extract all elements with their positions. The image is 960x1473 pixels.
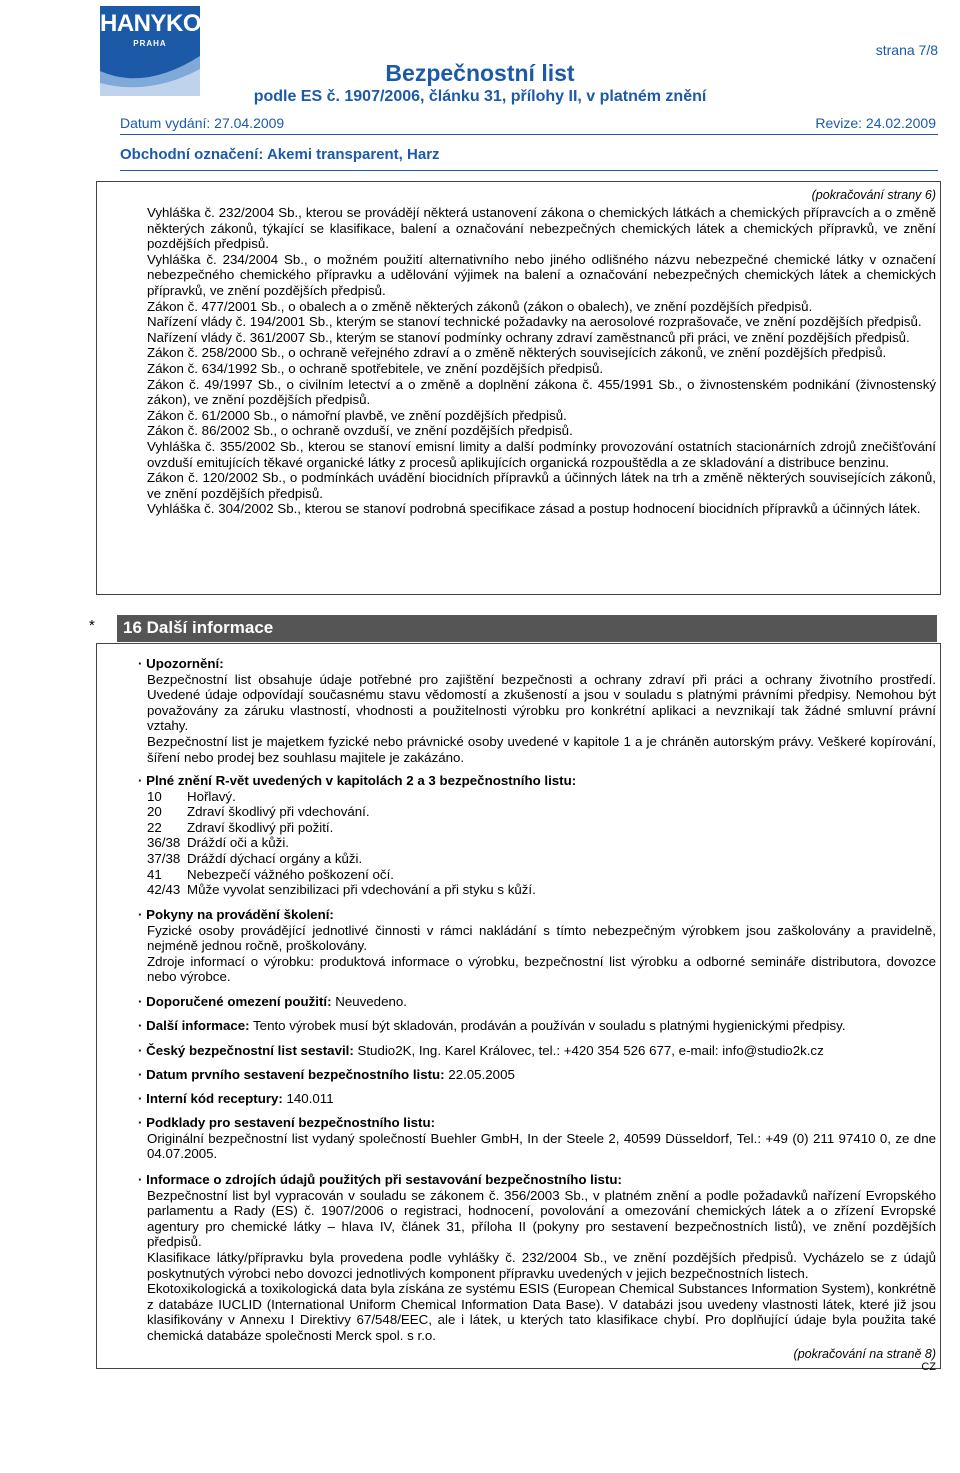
revision-date: Revize: 24.02.2009 <box>815 115 936 131</box>
law-item: Zákon č. 634/1992 Sb., o ochraně spotřebitele, ve znění pozdějších předpisů. <box>147 360 604 376</box>
training-text: Fyzické osoby provádějící jednotlivé činnosti v rámci nakládání s tímto nebezpečným výrobkem jsou zaškolovány a pravidelně, nejméně jednou ročně, proškolovány. <box>147 922 936 954</box>
sources-text: Originální bezpečnostní list vydaný společností Buehler GmbH, In der Steele 2, 40599 Düsseldorf, Tel.: +49 (0) 211 97410 0, ze dne 04.07.2005. <box>147 1130 936 1162</box>
trade-value: Akemi transparent, Harz <box>266 146 440 163</box>
recipe-code-line: · Interní kód receptury: 140.011 <box>138 1091 334 1106</box>
first-date-line: · Datum prvního sestavení bezpečnostního listu: 22.05.2005 <box>138 1067 515 1082</box>
trade-divider <box>120 170 938 171</box>
law-item: Nařízení vlády č. 361/2007 Sb., kterým se stanoví podmínky ochrany zdraví zaměstnanců při práci, ve znění pozdějších předpisů. <box>147 329 910 345</box>
law-item: Nařízení vlády č. 194/2001 Sb., kterým se stanoví technické požadavky na aerosolové rozprašovače, ve znění pozdějších předpisů. <box>147 314 922 330</box>
law-item: Vyhláška č. 234/2004 Sb., o možném použití alternativního nebo jiného odlišného názvu nebezpečné chemické látky v označení nebezpečného chemického přípravku a udělování výjimek na balení a označování nebezpečných chemických látek a chemických přípravků, ve znění pozdějších předpisů. <box>147 251 936 298</box>
info-sources-text: Bezpečnostní list byl vypracován v souladu se zákonem č. 356/2003 Sb., v platném znění a podle požadavků nařízení Evropského parlamentu a Rady (ES) č. 1907/2006 o registraci, hodnocení, povolování a omezování chemických látek a o zřízení Evropské agentury pro chemické látky – hlava IV, článek 31, příloha II (pokyny pro sestavení bezpečnostních listů), ve znění pozdějších předpisů. <box>147 1187 936 1250</box>
law-item: Vyhláška č. 304/2002 Sb., kterou se stanoví podrobná specifikace zásad a postup hodnocení biocidních přípravků a účinných látek. <box>147 501 921 517</box>
info-sources-text: Klasifikace látky/přípravku byla provedena podle vyhlášky č. 232/2004 Sb., ve znění pozdějších předpisů. Vycházelo se z údajů poskytnutých výrobci nebo dovozci jednotlivých komponent přípravku uvedených v jejich bezpečnostních listech. <box>147 1249 936 1281</box>
section-title: 16 Další informace <box>123 618 274 637</box>
r-phrase: 20 Zdraví škodlivý při vdechování. <box>147 804 370 820</box>
further-info-line: · Další informace: Tento výrobek musí být skladován, prodáván a používán v souladu s platnými hygienickými předpisy. <box>138 1018 846 1033</box>
trade-name <box>120 146 440 163</box>
trade-label: Obchodní označení: <box>120 146 264 163</box>
law-item: Zákon č. 86/2002 Sb., o ochraně ovzduší, ve znění pozdějších předpisů. <box>147 423 573 439</box>
r-phrase: 41 Nebezpečí vážného poškození očí. <box>147 866 394 882</box>
r-phrase: 36/38 Dráždí oči a kůži. <box>147 835 289 851</box>
law-item: Zákon č. 120/2002 Sb., o podmínkách uvádění biocidních přípravků a účinných látek na trh a změně některých souvisejících zákonů, ve znění pozdějších předpisů. <box>147 470 936 501</box>
r-phrase: 37/38 Dráždí dýchací orgány a kůži. <box>147 850 363 866</box>
restriction-line: · Doporučené omezení použití: Neuvedeno. <box>138 994 407 1009</box>
warning-text: Bezpečnostní list je majetkem fyzické nebo právnické osoby uvedené v kapitole 1 a je chráněn autorským právy. Veškeré kopírování, šíření nebo prodej bez souhlasu majitele je zakázáno. <box>147 733 936 765</box>
document-title: Bezpečnostní list <box>385 60 575 86</box>
logo-text: HANYKO <box>100 10 202 37</box>
page-number: strana 7/8 <box>875 42 938 58</box>
training-text: Zdroje informací o výrobku: produktová informace o výrobku, bezpečnostní list výrobku a odborné semináře distributora, dovozce nebo výrobce. <box>147 953 936 985</box>
issue-date: Datum vydání: 27.04.2009 <box>120 115 285 131</box>
law-item: Zákon č. 258/2000 Sb., o ochraně veřejného zdraví a o změně některých souvisejících zákonů, ve znění pozdějších předpisů. <box>147 345 887 361</box>
r-phrase: 10 Hořlavý. <box>147 788 236 804</box>
header-divider <box>120 134 938 135</box>
document-subtitle: podle ES č. 1907/2006, článku 31, přílohy II, v platném znění <box>253 88 707 105</box>
section-header <box>117 615 937 642</box>
warning-block <box>138 656 936 765</box>
change-marker: * <box>89 617 95 634</box>
sources-block <box>138 1115 936 1162</box>
info-sources-text: Ekotoxikologická a toxikologická data byla získána ze systému ESIS (European Chemical Substances Information System), konkrétně z databáze IUCLID (International Uniform Chemical Information Data Base). V databázi jsou uvedeny vlastnosti látek, které již jsou klasifikovány v Annexu I Direktivy 67/548/EEC, ale i látek, u kterých tato klasifikace chybí. Pro doplňující údaje byla použita také chemická databáze společnosti Merck spol. s r.o. <box>147 1281 936 1343</box>
logo-subtext: PRAHA <box>133 39 167 48</box>
info-sources-block <box>138 1172 936 1344</box>
training-heading: · Pokyny na provádění školení: <box>138 907 334 922</box>
warning-text: Bezpečnostní list obsahuje údaje potřebné pro zajištění bezpečnosti a ochrany zdraví při práci a ochrany životního prostředí. Uvedené údaje odpovídají současnému stavu vědomostí a zkušeností a jsou v souladu s platnými právními předpisy. Nemohou být považovány za záruku vlastností, vhodnosti a použitelnosti výrobku pro konkrétní aplikaci a nevznikají tak žádné smluvní právní vztahy. <box>147 671 936 734</box>
continued-from: (pokračování strany 6) <box>811 188 936 202</box>
law-item: Zákon č. 477/2001 Sb., o obalech a o změně některých zákonů (zákon o obalech), ve znění pozdějších předpisů. <box>147 298 813 314</box>
legislation-list <box>147 205 936 517</box>
country-code: CZ <box>921 1361 936 1373</box>
r-phrase: 22 Zdraví škodlivý při požití. <box>147 819 334 835</box>
law-item: Zákon č. 49/1997 Sb., o civilním letectví a o změně a doplnění zákona č. 455/1991 Sb., o živnostenském podnikání (živnostenský zákon), ve znění pozdějších předpisů. <box>147 376 936 408</box>
author-line: · Český bezpečnostní list sestavil: Studio2K, Ing. Karel Královec, tel.: +420 354 526 677, e-mail: info@studio2k.cz <box>138 1043 824 1058</box>
continued-to: (pokračování na straně 8) <box>793 1347 936 1361</box>
r-phrase: 42/43 Může vyvolat senzibilizaci při vdechování a při styku s kůží. <box>147 882 536 898</box>
law-item: Zákon č. 61/2000 Sb., o námořní plavbě, ve znění pozdějších předpisů. <box>147 407 567 423</box>
training-block <box>138 907 936 985</box>
law-item: Vyhláška č. 232/2004 Sb., kterou se provádějí některá ustanovení zákona o chemických látkách a chemických přípravcích a o změně některých zákonů, týkající se klasifikace, balení a označování nebezpečných chemických látek a chemických přípravků, ve znění pozdějších předpisů. <box>147 205 936 252</box>
r-phrases-heading: · Plné znění R-vět uvedených v kapitolách 2 a 3 bezpečnostního listu: <box>138 773 577 788</box>
r-phrases-block <box>138 773 936 898</box>
warning-heading: · Upozornění: <box>138 656 224 671</box>
info-sources-heading: · Informace o zdrojích údajů použitých při sestavování bezpečnostního listu: <box>138 1172 622 1187</box>
sources-heading: · Podklady pro sestavení bezpečnostního listu: <box>138 1115 436 1130</box>
law-item: Vyhláška č. 355/2002 Sb., kterou se stanoví emisní limity a další podmínky provozování ostatních stacionárních zdrojů znečišťování ovzduší emitujících těkavé organické látky z procesů aplikujících organická rozpouštědla a ze skladování a distribuce benzinu. <box>147 438 936 470</box>
